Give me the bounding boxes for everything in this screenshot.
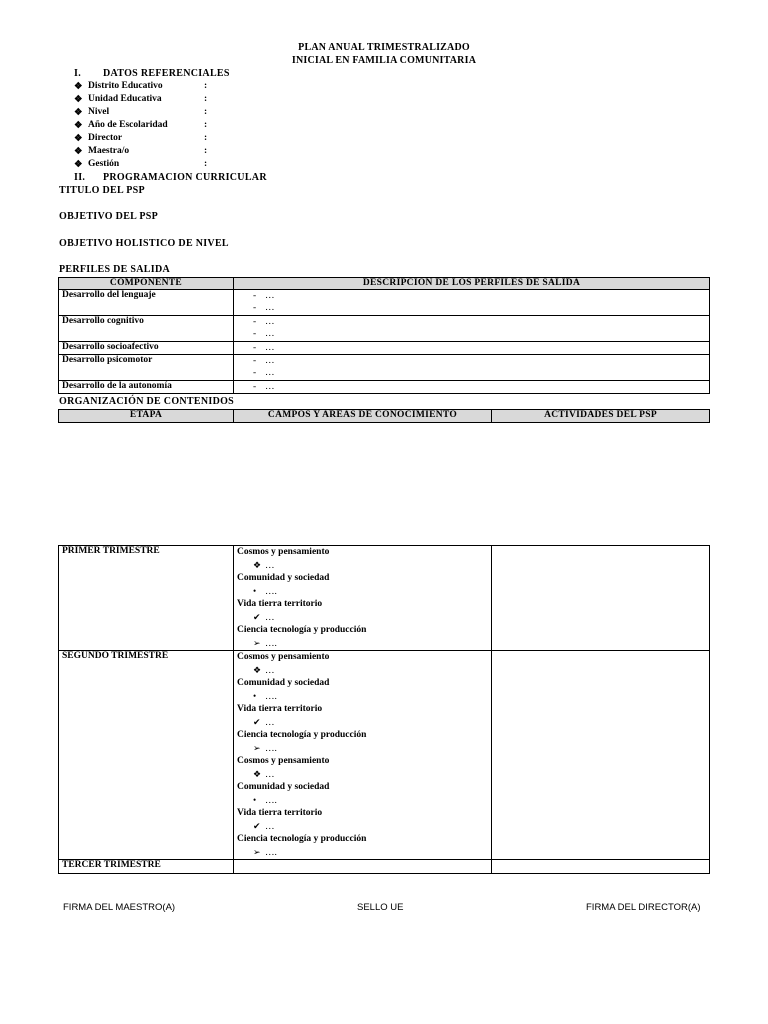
diamond-bullet-icon: ❖: [74, 147, 83, 157]
campo-label: Comunidad y sociedad: [237, 782, 330, 792]
actividades-cell: [492, 546, 710, 651]
field-label: Nivel: [88, 107, 110, 117]
campos-cell: [234, 860, 492, 874]
table-row: [59, 860, 710, 874]
campo-label: Vida tierra territorio: [237, 704, 323, 714]
doc-title-line1: PLAN ANUAL TRIMESTRALIZADO: [298, 42, 470, 53]
field-separator: :: [204, 133, 208, 143]
section2-number: II.: [74, 172, 86, 183]
actividades-cell: [492, 651, 710, 860]
component-cell: Desarrollo socioafectivo: [59, 342, 234, 355]
list-item: ❖ …: [253, 560, 275, 571]
diamond-bullet-icon: ❖: [74, 134, 83, 144]
component-cell: Desarrollo de la autonomía: [59, 381, 234, 394]
list-item: - …: [253, 291, 275, 301]
campos-cell: [234, 651, 492, 860]
list-item: ➢ ….: [253, 743, 277, 754]
list-item: • ….: [253, 795, 277, 806]
table-row: [59, 342, 710, 355]
description-cell: [234, 316, 710, 342]
field-separator: :: [204, 81, 208, 91]
diamond-bullet-icon: ❖: [74, 82, 83, 92]
table-header-row: [59, 278, 710, 290]
table-header-row: [59, 410, 710, 423]
description-cell: [234, 342, 710, 355]
table-row: [59, 316, 710, 342]
list-item: ✔ …: [253, 821, 275, 832]
list-item: - …: [253, 368, 275, 378]
table-row: [59, 546, 710, 651]
campos-cell: [234, 546, 492, 651]
table-row: [59, 355, 710, 381]
field-separator: :: [204, 107, 208, 117]
table-row: [59, 290, 710, 316]
etapa-cell: TERCER TRIMESTRE: [59, 860, 234, 874]
sello-ue: SELLO UE: [357, 902, 404, 913]
section2-title: PROGRAMACION CURRICULAR: [103, 172, 267, 183]
diamond-bullet-icon: ❖: [74, 121, 83, 131]
list-item: ✔ …: [253, 612, 275, 623]
diamond-bullet-icon: ❖: [74, 160, 83, 170]
table-row: [59, 381, 710, 394]
check-bullet-icon: ✔: [253, 717, 261, 727]
campo-label: Cosmos y pensamiento: [237, 756, 330, 766]
campo-label: Comunidad y sociedad: [237, 573, 330, 583]
list-item: - …: [253, 329, 275, 339]
field-label: Distrito Educativo: [88, 81, 163, 91]
field-separator: :: [204, 159, 208, 169]
campo-label: Comunidad y sociedad: [237, 678, 330, 688]
list-item: • ….: [253, 586, 277, 597]
trimestres-table: [58, 545, 710, 874]
field-separator: :: [204, 146, 208, 156]
campo-label: Cosmos y pensamiento: [237, 547, 330, 557]
field-label: Año de Escolaridad: [88, 120, 168, 130]
list-item: ❖ …: [253, 665, 275, 676]
field-label: Director: [88, 133, 123, 143]
perfiles-table: [58, 277, 710, 394]
description-cell: [234, 355, 710, 381]
field-label: Gestión: [88, 159, 120, 169]
campo-label: Vida tierra territorio: [237, 599, 323, 609]
component-cell: Desarrollo cognitivo: [59, 316, 234, 342]
list-item: ✔ …: [253, 717, 275, 728]
component-cell: Desarrollo psicomotor: [59, 355, 234, 381]
firma-director: FIRMA DEL DIRECTOR(A): [586, 902, 701, 913]
firma-maestro: FIRMA DEL MAESTRO(A): [63, 902, 176, 913]
list-item: ➢ ….: [253, 847, 277, 858]
campo-label: Ciencia tecnología y producción: [237, 730, 367, 740]
campo-label: Vida tierra territorio: [237, 808, 323, 818]
field-label: Maestra/o: [88, 146, 130, 156]
arrow-bullet-icon: ➢: [253, 638, 261, 648]
field-separator: :: [204, 94, 208, 104]
list-item: ➢ ….: [253, 638, 277, 649]
titulo-psp-label: TITULO DEL PSP: [59, 185, 145, 196]
campo-label: Ciencia tecnología y producción: [237, 834, 367, 844]
list-item: - …: [253, 382, 275, 392]
contenidos-header-table: [58, 409, 710, 423]
field-separator: :: [204, 120, 208, 130]
component-cell: Desarrollo del lenguaje: [59, 290, 234, 316]
organizacion-contenidos-label: ORGANIZACIÓN DE CONTENIDOS: [59, 396, 235, 407]
etapa-cell: SEGUNDO TRIMESTRE: [59, 651, 234, 860]
etapa-cell: PRIMER TRIMESTRE: [59, 546, 234, 651]
arrow-bullet-icon: ➢: [253, 847, 261, 857]
header-campos: CAMPOS Y AREAS DE CONOCIMIENTO: [234, 410, 492, 423]
objetivo-holistico-label: OBJETIVO HOLISTICO DE NIVEL: [59, 238, 229, 249]
header-actividades: ACTIVIDADES DEL PSP: [492, 410, 710, 423]
actividades-cell: [492, 860, 710, 874]
section1-number: I.: [74, 68, 81, 79]
table-row: [59, 651, 710, 860]
description-cell: [234, 290, 710, 316]
list-item: - …: [253, 317, 275, 327]
description-cell: [234, 381, 710, 394]
field-label: Unidad Educativa: [88, 94, 162, 104]
objetivo-psp-label: OBJETIVO DEL PSP: [59, 211, 159, 222]
arrow-bullet-icon: ➢: [253, 743, 261, 753]
header-descripcion: DESCRIPCION DE LOS PERFILES DE SALIDA: [234, 278, 710, 290]
check-bullet-icon: ✔: [253, 821, 261, 831]
campo-label: Cosmos y pensamiento: [237, 652, 330, 662]
check-bullet-icon: ✔: [253, 612, 261, 622]
dot-bullet-icon: •: [253, 586, 257, 596]
list-item: - …: [253, 343, 275, 353]
doc-title-line2: INICIAL EN FAMILIA COMUNITARIA: [291, 55, 477, 66]
dot-bullet-icon: •: [253, 795, 257, 805]
diamond-bullet-icon: ❖: [74, 108, 83, 118]
diamond-bullet-icon: ❖: [253, 560, 262, 570]
header-componente: COMPONENTE: [59, 278, 234, 290]
diamond-bullet-icon: ❖: [253, 665, 262, 675]
diamond-bullet-icon: ❖: [253, 769, 262, 779]
diamond-bullet-icon: ❖: [74, 95, 83, 105]
list-item: - …: [253, 356, 275, 366]
campo-label: Ciencia tecnología y producción: [237, 625, 367, 635]
header-etapa: ETAPA: [59, 410, 234, 423]
section1-title: DATOS REFERENCIALES: [103, 68, 230, 79]
list-item: ❖ …: [253, 769, 275, 780]
perfiles-salida-label: PERFILES DE SALIDA: [59, 264, 170, 275]
dot-bullet-icon: •: [253, 691, 257, 701]
list-item: - …: [253, 303, 275, 313]
list-item: • ….: [253, 691, 277, 702]
